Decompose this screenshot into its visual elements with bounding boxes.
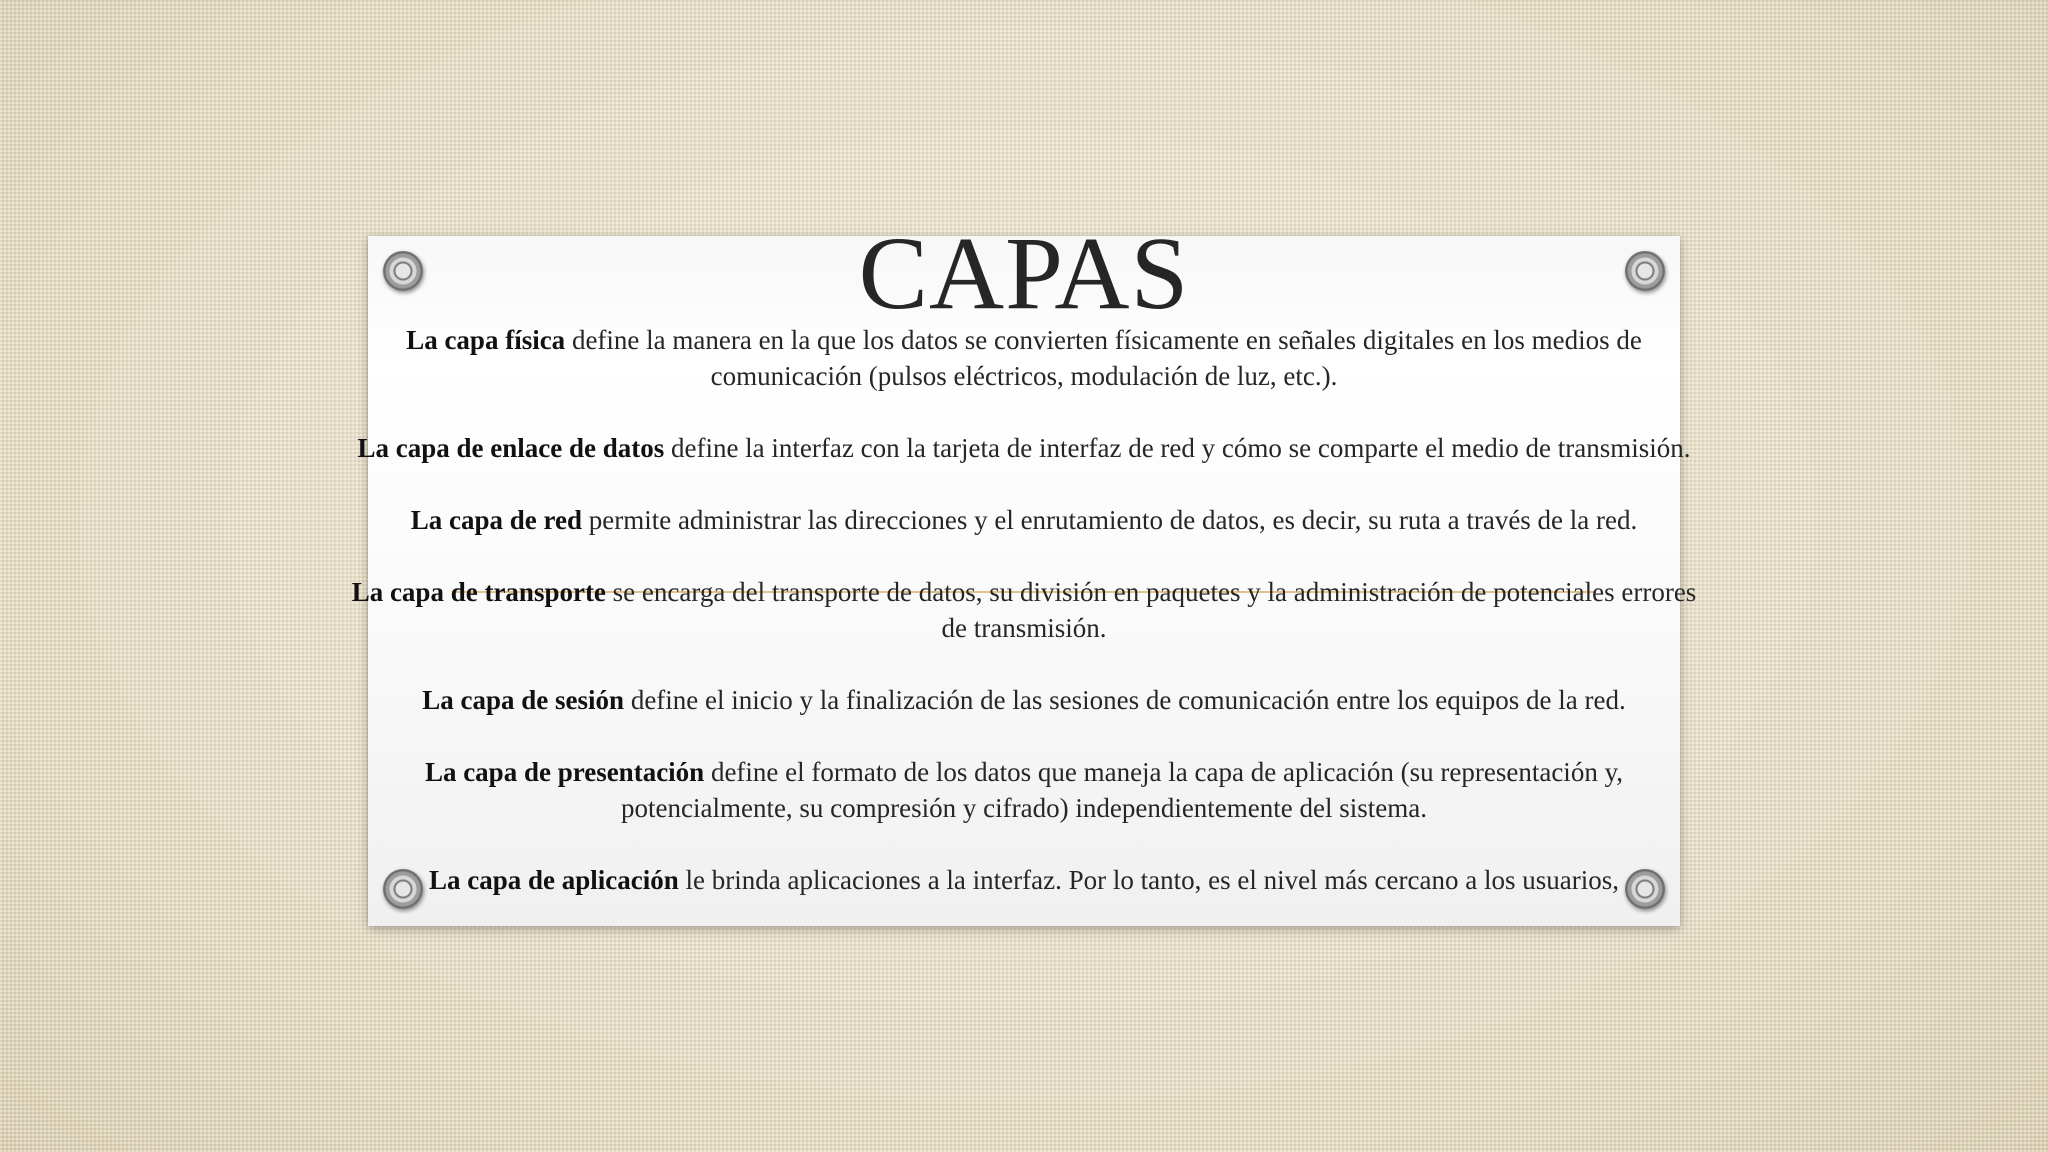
layer-term: La capa física (406, 325, 566, 355)
layer-description: define el formato de los datos que maneja la capa de aplicación (su representación y, potencialmente, su compresión y cifrado) independientemente del sistema. (621, 757, 1624, 823)
grommet-bottom-right-icon (1625, 869, 1665, 909)
layer-session (340, 682, 1708, 718)
layer-term: La capa de aplicación (429, 865, 679, 895)
grommet-top-left-icon (383, 251, 423, 291)
layer-transport (340, 574, 1708, 646)
slide-title: CAPAS (858, 216, 1190, 331)
layer-presentation (340, 754, 1708, 826)
layer-term: La capa de enlace de datos (357, 433, 665, 463)
layer-physical (340, 322, 1708, 394)
layer-term: La capa de sesión (422, 685, 625, 715)
layer-application (340, 862, 1708, 898)
layer-description: permite administrar las direcciones y el enrutamiento de datos, es decir, su ruta a través de la red. (588, 505, 1638, 535)
grommet-top-right-icon (1625, 251, 1665, 291)
layer-term: La capa de transporte (351, 577, 606, 607)
layer-description: define el inicio y la finalización de las sesiones de comunicación entre los equipos de la red. (630, 685, 1626, 715)
layer-term: La capa de presentación (424, 757, 705, 787)
layer-term: La capa de red (410, 505, 582, 535)
layer-description: se encarga del transporte de datos, su división en paquetes y la administración de potenciales errores de transmisión. (612, 577, 1697, 643)
layers-list (340, 322, 1708, 926)
layer-description: define la manera en la que los datos se convierten físicamente en señales digitales en los medios de comunicación (pulsos eléctricos, modulación de luz, etc.). (571, 325, 1642, 391)
layer-network (340, 502, 1708, 538)
grommet-bottom-left-icon (383, 869, 423, 909)
layer-data-link (340, 430, 1708, 466)
layer-description: define la interfaz con la tarjeta de interfaz de red y cómo se comparte el medio de transmisión. (670, 433, 1691, 463)
layer-description: le brinda aplicaciones a la interfaz. Por lo tanto, es el nivel más cercano a los usuarios, (685, 865, 1619, 895)
